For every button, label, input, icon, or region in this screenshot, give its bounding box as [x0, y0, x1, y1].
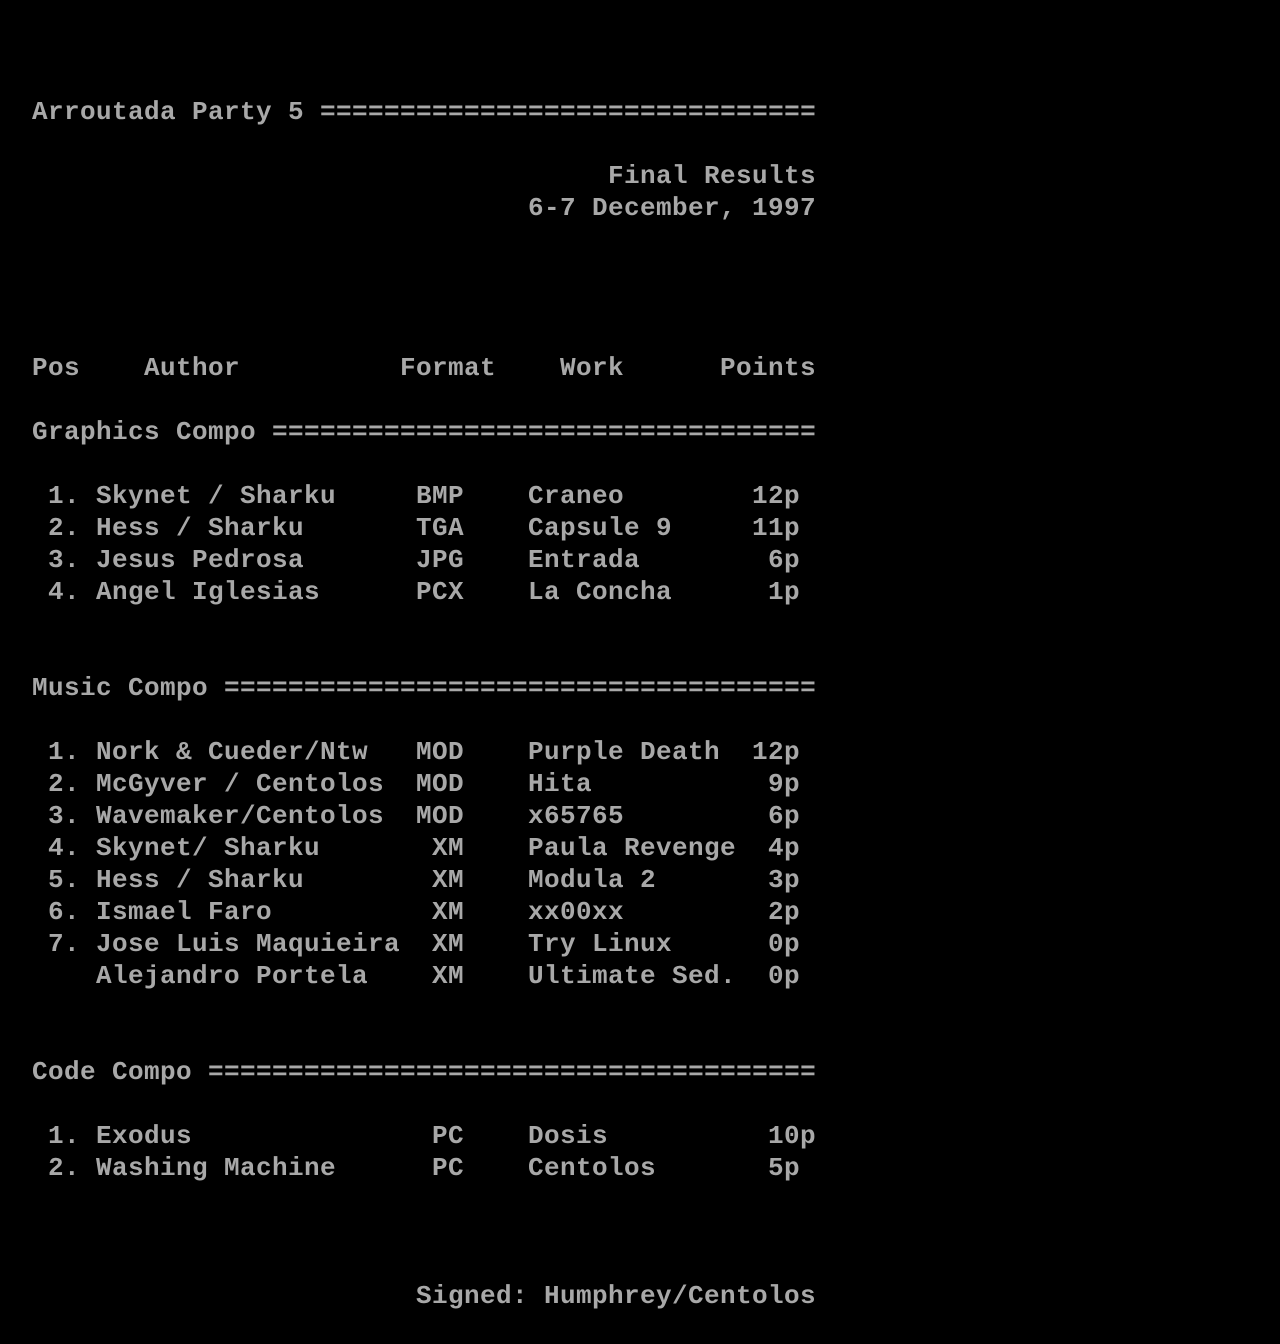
column-header-points: Points	[720, 353, 817, 383]
row-author: Nork & Cueder/Ntw	[96, 737, 369, 767]
signed-by: Signed: Humphrey/Centolos	[416, 1281, 817, 1311]
row-work: x65765	[528, 801, 625, 831]
row-work: xx00xx	[528, 897, 625, 927]
table-row	[0, 960, 1280, 992]
row-pos: 2.	[48, 769, 81, 799]
row-format: XM	[432, 897, 465, 927]
event-date: 6-7 December, 1997	[528, 193, 817, 223]
row-pos: 2.	[48, 1153, 81, 1183]
section-title-music	[0, 672, 1280, 704]
section-title-rule: ======================================	[208, 1057, 817, 1087]
row-author: Washing Machine	[96, 1153, 337, 1183]
row-work: Dosis	[528, 1121, 609, 1151]
table-row	[0, 576, 1280, 608]
row-points: 2p	[768, 897, 801, 927]
row-points: 11p	[752, 513, 801, 543]
row-work: La Concha	[528, 577, 673, 607]
row-author: Angel Iglesias	[96, 577, 321, 607]
row-pos: 2.	[48, 513, 81, 543]
section-title: Graphics Compo	[32, 417, 257, 447]
table-row	[0, 768, 1280, 800]
row-pos: 1.	[48, 481, 81, 511]
row-author: McGyver / Centolos	[96, 769, 385, 799]
column-header-author: Author	[144, 353, 241, 383]
column-header-row	[0, 352, 1280, 384]
table-row	[0, 800, 1280, 832]
table-row	[0, 512, 1280, 544]
row-format: PC	[432, 1153, 465, 1183]
footer-line	[0, 1280, 1280, 1312]
row-work: Centolos	[528, 1153, 657, 1183]
row-author: Alejandro Portela	[96, 961, 369, 991]
row-format: JPG	[416, 545, 465, 575]
row-points: 10p	[768, 1121, 817, 1151]
table-row	[0, 736, 1280, 768]
row-format: XM	[432, 929, 465, 959]
row-pos: 4.	[48, 833, 81, 863]
section-title: Music Compo	[32, 673, 209, 703]
row-pos: 6.	[48, 897, 81, 927]
row-format: XM	[432, 865, 465, 895]
date-line	[0, 192, 1280, 224]
table-row	[0, 544, 1280, 576]
party-title-line	[0, 96, 1280, 128]
row-work: Entrada	[528, 545, 641, 575]
row-author: Wavemaker/Centolos	[96, 801, 385, 831]
row-pos: 1.	[48, 1121, 81, 1151]
row-format: PC	[432, 1121, 465, 1151]
section-title-code	[0, 1056, 1280, 1088]
row-points: 12p	[752, 737, 801, 767]
final-results-label: Final Results	[608, 161, 817, 191]
row-format: PCX	[416, 577, 465, 607]
row-points: 6p	[768, 545, 801, 575]
row-author: Exodus	[96, 1121, 193, 1151]
row-author: Hess / Sharku	[96, 513, 305, 543]
section-title-rule: =====================================	[224, 673, 817, 703]
table-row	[0, 480, 1280, 512]
party-title: Arroutada Party 5	[32, 97, 305, 127]
row-work: Hita	[528, 769, 593, 799]
row-author: Skynet / Sharku	[96, 481, 337, 511]
row-format: XM	[432, 961, 465, 991]
row-work: Ultimate Sed.	[528, 961, 737, 991]
row-pos: 4.	[48, 577, 81, 607]
subtitle-line	[0, 160, 1280, 192]
row-pos: 7.	[48, 929, 81, 959]
row-work: Modula 2	[528, 865, 657, 895]
table-row	[0, 896, 1280, 928]
column-header-format: Format	[400, 353, 497, 383]
column-header-work: Work	[560, 353, 625, 383]
row-author: Ismael Faro	[96, 897, 273, 927]
row-work: Capsule 9	[528, 513, 673, 543]
row-author: Jose Luis Maquieira	[96, 929, 401, 959]
row-author: Skynet/ Sharku	[96, 833, 321, 863]
table-row	[0, 864, 1280, 896]
row-points: 4p	[768, 833, 801, 863]
row-work: Purple Death	[528, 737, 721, 767]
row-points: 0p	[768, 961, 801, 991]
row-points: 9p	[768, 769, 801, 799]
row-format: MOD	[416, 737, 465, 767]
party-title-rule: ===============================	[320, 97, 817, 127]
table-row	[0, 1120, 1280, 1152]
row-pos: 1.	[48, 737, 81, 767]
row-pos: 3.	[48, 801, 81, 831]
row-work: Craneo	[528, 481, 625, 511]
row-format: TGA	[416, 513, 465, 543]
table-row	[0, 832, 1280, 864]
row-author: Jesus Pedrosa	[96, 545, 305, 575]
row-points: 6p	[768, 801, 801, 831]
row-format: MOD	[416, 769, 465, 799]
row-format: BMP	[416, 481, 465, 511]
table-row	[0, 1152, 1280, 1184]
section-title-graphics	[0, 416, 1280, 448]
section-title: Code Compo	[32, 1057, 193, 1087]
row-format: MOD	[416, 801, 465, 831]
section-title-rule: ==================================	[272, 417, 817, 447]
row-work: Try Linux	[528, 929, 673, 959]
table-row	[0, 928, 1280, 960]
row-pos: 3.	[48, 545, 81, 575]
row-author: Hess / Sharku	[96, 865, 305, 895]
row-pos: 5.	[48, 865, 81, 895]
row-points: 12p	[752, 481, 801, 511]
row-points: 5p	[768, 1153, 801, 1183]
row-format: XM	[432, 833, 465, 863]
row-points: 0p	[768, 929, 801, 959]
row-work: Paula Revenge	[528, 833, 737, 863]
row-points: 3p	[768, 865, 801, 895]
row-points: 1p	[768, 577, 801, 607]
column-header-pos: Pos	[32, 353, 81, 383]
